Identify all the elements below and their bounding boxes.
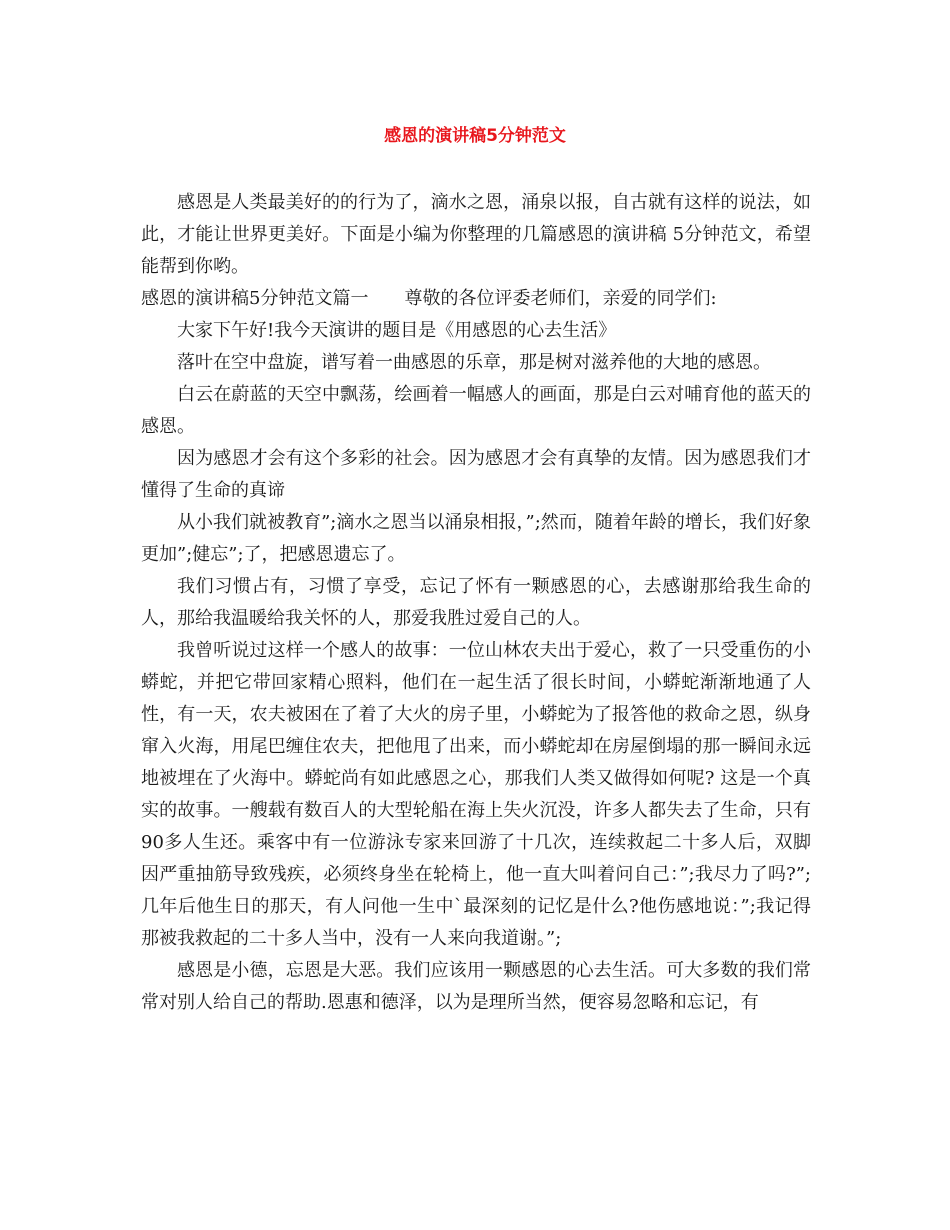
paragraph: 因为感恩才会有这个多彩的社会。因为感恩才会有真挚的友情。因为感恩我们才懂得了生命的真谛 xyxy=(141,448,811,501)
document-title: 感恩的演讲稿5分钟范文 xyxy=(384,126,566,146)
paragraph-section-heading: 感恩的演讲稿5分钟范文篇一 尊敬的各位评委老师们，亲爱的同学们: xyxy=(141,288,717,309)
paragraph-intro: 感恩是人类最美好的的行为了，滴水之恩，涌泉以报，自古就有这样的说法，如此，才能让世界更美好。下面是小编为你整理的几篇感恩的演讲稿 5分钟范文，希望能帮到你哟。 xyxy=(141,192,811,277)
paragraph: 大家下午好!我今天演讲的题目是《用感恩的心去生活》 xyxy=(177,320,617,341)
document-body xyxy=(141,187,811,1019)
paragraph: 从小我们就被教育”;滴水之恩当以涌泉相报，”;然而，随着年龄的增长，我们好象更加”;健忘”;了，把感恩遗忘了。 xyxy=(141,512,811,565)
paragraph: 我们习惯占有，习惯了享受，忘记了怀有一颗感恩的心，去感谢那给我生命的人，那给我温暖给我关怀的人，那爱我胜过爱自己的人。 xyxy=(141,576,811,629)
paragraph: 落叶在空中盘旋，谱写着一曲感恩的乐章，那是树对滋养他的大地的感恩。 xyxy=(177,352,771,373)
paragraph-story: 我曾听说过这样一个感人的故事：一位山林农夫出于爱心，救了一只受重伤的小蟒蛇，并把它带回家精心照料，他们在一起生活了很长时间，小蟒蛇渐渐地通了人性，有一天，农夫被困在了着了大火的房子里，小蟒蛇为了报答他的救命之恩，纵身窜入火海，用尾巴缠住农夫，把他甩了出来，而小蟒蛇却在房屋倒塌的那一瞬间永远地被埋在了火海中。蟒蛇尚有如此感恩之心，那我们人类又做得如何呢? 这是一个真实的故事。一艘载有数百人的大型轮船在海上失火沉没，许多人都失去了生命，只有90多人生还。乘客中有一位游泳专家来回游了十几次，连续救起二十多人后，双脚因严重抽筋导致残疾，必须终身坐在轮椅上，他一直大叫着问自己：”;我尽力了吗?”;几年后他生日的那天，有人问他一生中`最深刻的记忆是什么?他伤感地说：”;我记得那被我救起的二十多人当中，没有一人来向我道谢。”; xyxy=(141,640,811,949)
paragraph: 感恩是小德，忘恩是大恶。我们应该用一颗感恩的心去生活。可大多数的我们常常对别人给自己的帮助.恩惠和德泽，以为是理所当然，便容易忽略和忘记，有 xyxy=(141,960,811,1013)
paragraph: 白云在蔚蓝的天空中飘荡，绘画着一幅感人的画面，那是白云对哺育他的蓝天的感恩。 xyxy=(141,384,811,437)
